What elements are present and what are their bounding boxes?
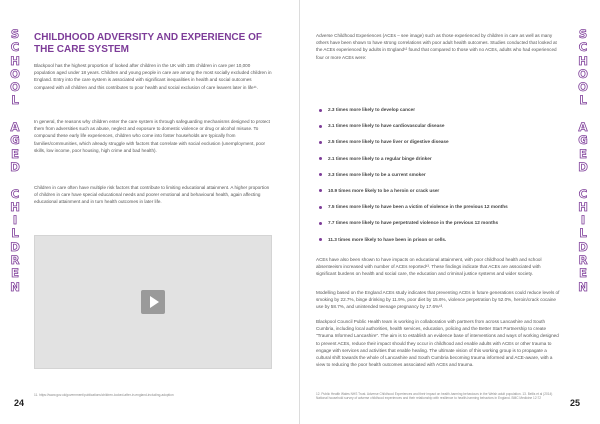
side-title-letter: R xyxy=(10,253,20,268)
side-title-letter: O xyxy=(578,80,588,95)
side-title-letter: E xyxy=(11,146,19,161)
side-title-letter: H xyxy=(578,199,588,214)
side-title-letter: G xyxy=(578,133,588,148)
list-item: 2.3 times more likely to develop cancer xyxy=(316,107,566,123)
side-title-letter xyxy=(8,108,22,121)
side-title-letter: D xyxy=(578,239,588,254)
aces-risk-list xyxy=(316,107,566,253)
right-page xyxy=(300,0,600,424)
paragraph: Modelling based on the England ACEs study indicates that preventing ACEs in future generations could reduce levels of smoking by 22.7%, binge drinking by 11.9%, poor diet by 15.6%, violence perpetration by 52.0%, heroin/crack cocaine use by 58.7%, and unintended teenage pregnancy by 17.6%¹³. xyxy=(316,290,560,310)
side-title-letter xyxy=(8,174,22,187)
side-title-letter: R xyxy=(578,253,588,268)
paragraph: Blackpool has the highest proportion of looked after children in the UK with 185 children in care per 10,000 population aged under 18 years. Children and young people in care are among the most socially excluded children in England. Entry into the care system is associated with significant inequalities in health and social outcomes compared with all children and this contributes to poor health and social exclusion of care leavers later in life¹¹. xyxy=(34,63,272,90)
side-title-letter: L xyxy=(11,226,19,241)
section-heading: CHILDHOOD ADVERSITY AND EXPERIENCE OF THE CARE SYSTEM xyxy=(34,32,262,55)
side-title-letter: L xyxy=(11,93,19,108)
side-title-letter: C xyxy=(578,186,588,201)
side-title-letter: C xyxy=(578,40,588,55)
side-title-letter: N xyxy=(10,279,20,294)
intro-paragraph: Adverse Childhood Experiences (ACEs – see image) such as those experienced by children in care as well as many others have been shown to have strong correlations with poor adult health outcomes. Studies conducted that looked at the ACEs experienced by adults in England¹² found that compared to those with no ACEs, adults who had experienced four or more ACEs were: xyxy=(316,33,557,60)
list-item: 3.3 times more likely to be a current smoker xyxy=(316,172,566,188)
side-title-letter: H xyxy=(10,199,20,214)
side-title-letter: D xyxy=(10,159,20,174)
list-item: 3.1 times more likely to have cardiovascular disease xyxy=(316,123,566,139)
side-title-letter: E xyxy=(579,266,587,281)
side-title-letter: H xyxy=(10,53,20,68)
paragraph: In general, the reasons why children enter the care system is through safeguarding mechanisms designed to protect them from adversities such as abuse, neglect and exposure to domestic violence or drug or alcohol misuse. To compound these early life experiences, children who come into foster households are typically from families/communities, which already struggle with factors that correlate with social exclusion (unemployment, poor skills, low income, poor housing, high crime and bad health). xyxy=(34,119,270,153)
play-icon[interactable] xyxy=(141,290,165,314)
list-item: 2.1 times more likely to a regular binge drinker xyxy=(316,156,566,172)
side-title-letter: N xyxy=(578,279,588,294)
side-title-letter: L xyxy=(579,93,587,108)
side-title-letter xyxy=(576,108,590,121)
side-title-letter: L xyxy=(579,226,587,241)
side-title-letter: A xyxy=(578,120,588,135)
list-item: 7.7 times more likely to have perpetrated violence in the previous 12 months xyxy=(316,220,566,236)
side-title-letter: D xyxy=(10,239,20,254)
side-title-letter: D xyxy=(578,159,588,174)
video-player[interactable] xyxy=(34,235,272,369)
paragraph: ACEs have also been shown to have impacts on educational attainment, with poor childhood health and school absenteeism increased with number of ACEs reported¹³. These findings indicate that ACEs are associated with significant burdens on health and social care, the education and criminal justice systems and wider society. xyxy=(316,257,542,277)
side-title-letter: E xyxy=(11,266,19,281)
side-title-letter: O xyxy=(10,66,20,81)
side-title-letter: S xyxy=(578,27,588,41)
page-number: 25 xyxy=(570,398,581,408)
side-title-letter: C xyxy=(10,40,20,55)
paragraph: Blackpool Council Public Health team is working in collaboration with partners from across Lancashire and South Cumbria, including local authorities, health services, education, policing and the Better Start Partnership to create "Trauma Informed Lancashire". The aim is to establish an evidence base of interventions and ways of working designed to prevent ACEs, reduce their impact should they occur in childhood and enable adults with ACEs or other trauma to engage with services and activities that enable healing. The ultimate vision of this working group is to propagate a cultural shift towards the whole of Lancashire and South Cumbria becoming trauma informed and ACE-aware, with a view to reducing the poor health outcomes associated with ACEs and trauma. xyxy=(316,319,559,368)
side-title-letter: A xyxy=(10,120,20,135)
side-title-letter: C xyxy=(10,186,20,201)
side-title-letter: I xyxy=(12,213,18,228)
footnote: 12. Public Health Wales NHS Trust. Adverse Childhood Experiences and their impact on health-harming behaviours in the Welsh adult population. 13. Bellis et al (2014) National household survey of adverse childhood experiences and their relationship with resilience to health-harming behaviors in England. BMC Medicine 12:72 xyxy=(316,392,553,401)
list-item: 2.5 times more likely to have liver or digestive disease xyxy=(316,139,566,155)
side-title-letter: S xyxy=(10,27,20,41)
list-item: 10.9 times more likely to be a heroin or crack user xyxy=(316,188,566,204)
side-title-letter: G xyxy=(10,133,20,148)
side-title-letter: O xyxy=(578,66,588,81)
side-title-letter: I xyxy=(580,213,586,228)
side-title-letter: O xyxy=(10,80,20,95)
footnote: 11. https://www.gov.uk/government/publications/children-looked-after-in-england-including-adoption xyxy=(34,393,174,397)
list-item: 7.5 times more likely to have been a victim of violence in the previous 12 months xyxy=(316,204,566,220)
paragraph: Children in care often have multiple risk factors that contribute to limiting educational attainment. A higher proportion of children in care have special educational needs and poorer emotional and behavioural health, again affecting educational attainment and in turn health outcomes in later life. xyxy=(34,185,270,205)
side-title-right xyxy=(576,28,590,294)
list-item: 11.3 times more likely to have been in prison or cells. xyxy=(316,237,566,253)
side-title-letter: E xyxy=(579,146,587,161)
side-title-letter: H xyxy=(578,53,588,68)
side-title-letter xyxy=(576,174,590,187)
page-number: 24 xyxy=(14,398,25,408)
side-title-left xyxy=(8,28,22,294)
